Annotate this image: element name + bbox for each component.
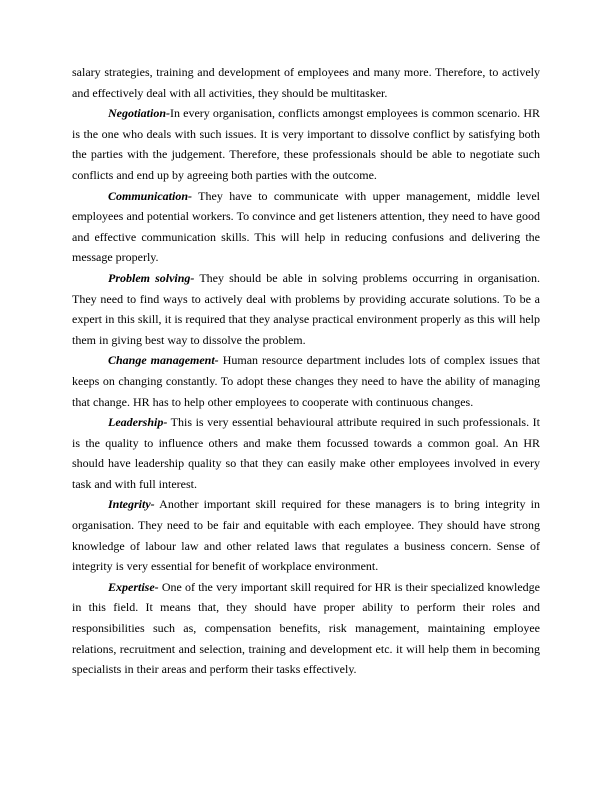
paragraph-problem-solving <box>72 268 540 350</box>
paragraph-text: One of the very important skill required for HR is their specialized knowledge in this field. It means that, they should have proper ability to perform their roles and responsibilities such as, compensation benefits, risk management, maintaining employee relations, recruitment and selection, training and development etc. it will help them in becoming specialists in their areas and perform their tasks effectively. <box>72 579 540 677</box>
paragraph-text: Another important skill required for these managers is to bring integrity in organisation. They need to be fair and equitable with each employee. They should have strong knowledge of labour law and other related laws that regulates a business concern. Sense of integrity is very essential for benefit of workplace environment. <box>72 497 540 574</box>
paragraph-leadership <box>72 412 540 494</box>
paragraph-text: Human resource department includes lots of complex issues that keeps on changing constantly. To adopt these changes they need to have the ability of managing that change. HR has to help other employees to cooperate with continuous changes. <box>72 353 540 409</box>
term-heading: Leadership- <box>108 415 168 430</box>
term-heading: Integrity- <box>108 497 155 512</box>
paragraph-continuation <box>72 62 540 103</box>
term-heading: Change management- <box>108 353 219 368</box>
paragraph-negotiation <box>72 103 540 185</box>
paragraph-text: They have to communicate with upper management, middle level employees and potential workers. To convince and get listeners attention, they need to have good and effective communication skills. This will help in reducing confusions and delivering the message properly. <box>72 188 540 265</box>
paragraph-expertise <box>72 577 540 680</box>
term-heading: Problem solving- <box>108 270 195 285</box>
paragraph-change-management <box>72 350 540 412</box>
paragraph-text: This is very essential behavioural attribute required in such professionals. It is the quality to influence others and make them focussed towards a common goal. An HR should have leadership quality so that they can easily make other employees involved in every task and with full interest. <box>72 415 540 491</box>
paragraph-text: They should be able in solving problems occurring in organisation. They need to find ways to actively deal with problems by providing accurate solutions. To be a expert in this skill, it is required that they analyse practical environment properly as this will help them in giving best way to dissolve the problem. <box>72 270 540 347</box>
paragraph-text: In every organisation, conflicts amongst employees is common scenario. HR is the one who deals with such issues. It is very important to dissolve conflict by satisfying both the parties with the judgement. Therefore, these professionals should be able to negotiate such conflicts and end up by agreeing both parties with the outcome. <box>72 106 540 182</box>
paragraph-integrity <box>72 494 540 576</box>
paragraph-text: salary strategies, training and development of employees and many more. Therefore, to actively and effectively deal with all activities, they should be multitasker. <box>72 65 540 100</box>
term-heading: Communication- <box>108 188 193 203</box>
document-page <box>72 62 540 680</box>
paragraph-communication <box>72 186 540 268</box>
term-heading: Negotiation- <box>108 106 170 121</box>
term-heading: Expertise- <box>108 579 159 594</box>
